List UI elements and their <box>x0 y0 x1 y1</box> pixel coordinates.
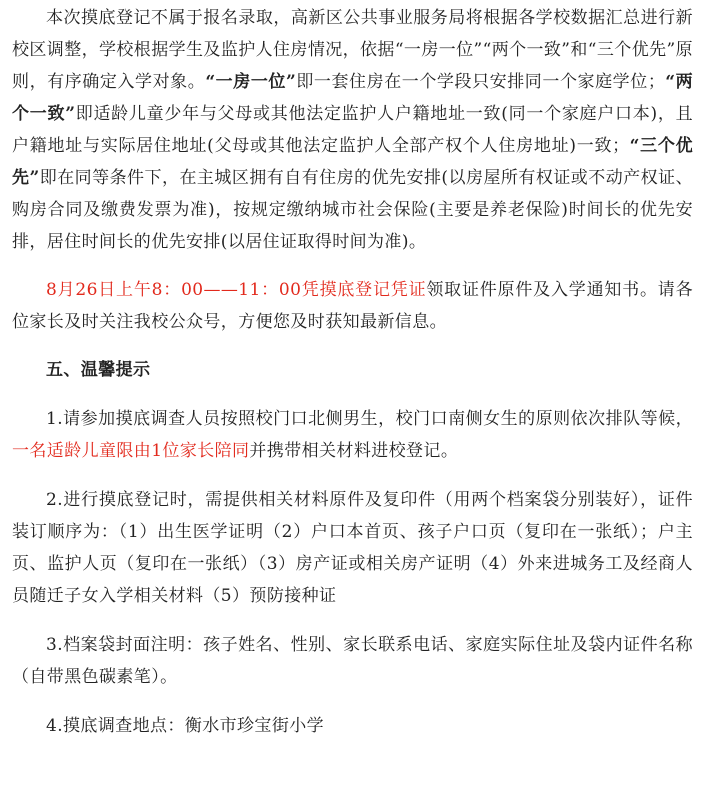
three-priorities-term: “三个优先” <box>12 136 693 188</box>
one-house-one-seat-text: 即一套住房在一个学段只安排同一个家庭学位； <box>296 72 666 92</box>
policy-intro-text: 本次摸底登记不属于报名录取，高新区公共事业服务局将根据各学校数据汇总进行新校区调整，学校根据学生及监护人住房情况，依据“一房一位”“两个一致”和“三个优先”原则，有序确定入学对象。 <box>12 8 693 92</box>
two-consistencies-text: 即适龄儿童少年与父母或其他法定监护人户籍地址一致(同一个家庭户口本)，且户籍地址与实际居住地址(父母或其他法定监护人全部产权个人住房地址)一致； <box>12 104 693 156</box>
tip-1-text-a: 1.请参加摸底调查人员按照校门口北侧男生，校门口南侧女生的原则依次排队等候， <box>46 409 693 429</box>
section-heading: 五、温馨提示 <box>46 360 151 380</box>
notice-time-highlight: 8月26日上午8：00——11：00凭摸底登记凭证 <box>46 280 427 300</box>
three-priorities-text: 即在同等条件下，在主城区拥有自有住房的优先安排(以房屋所有权证或不动产权证、购房合同及缴费发票为准)，按规定缴纳城市社会保险(主要是养老保险)时间长的优先安排，居住时间长的优先安排(以居住证取得时间为准)。 <box>12 168 693 252</box>
tip-item-3: 3.档案袋封面注明：孩子姓名、性别、家长联系电话、家庭实际住址及袋内证件名称（自带黑色碳素笔）。 <box>12 635 693 687</box>
two-consistencies-term: “两个一致” <box>12 72 693 124</box>
notice-paragraph <box>12 274 693 338</box>
tip-1-text-b: 并携带相关材料进校登记。 <box>249 441 459 461</box>
tip-item-2: 2.进行摸底登记时，需提供相关材料原件及复印件（用两个档案袋分别装好），证件装订顺序为：（1）出生医学证明（2）户口本首页、孩子户口页（复印在一张纸）；户主页、监护人页（复印在一张纸）（3）房产证或相关房产证明（4）外来进城务工及经商人员随迁子女入学相关材料（5）预防接种证 <box>12 490 693 606</box>
tip-1-highlight: 一名适龄儿童限由1位家长陪同 <box>12 441 250 461</box>
policy-paragraph <box>12 0 693 258</box>
one-house-one-seat-term: “一房一位” <box>205 72 297 92</box>
tip-item-1 <box>12 403 693 467</box>
notice-text: 领取证件原件及入学通知书。请各位家长及时关注我校公众号，方便您及时获知最新信息。 <box>12 280 693 332</box>
tip-item-4: 4.摸底调查地点：衡水市珍宝街小学 <box>46 716 325 736</box>
